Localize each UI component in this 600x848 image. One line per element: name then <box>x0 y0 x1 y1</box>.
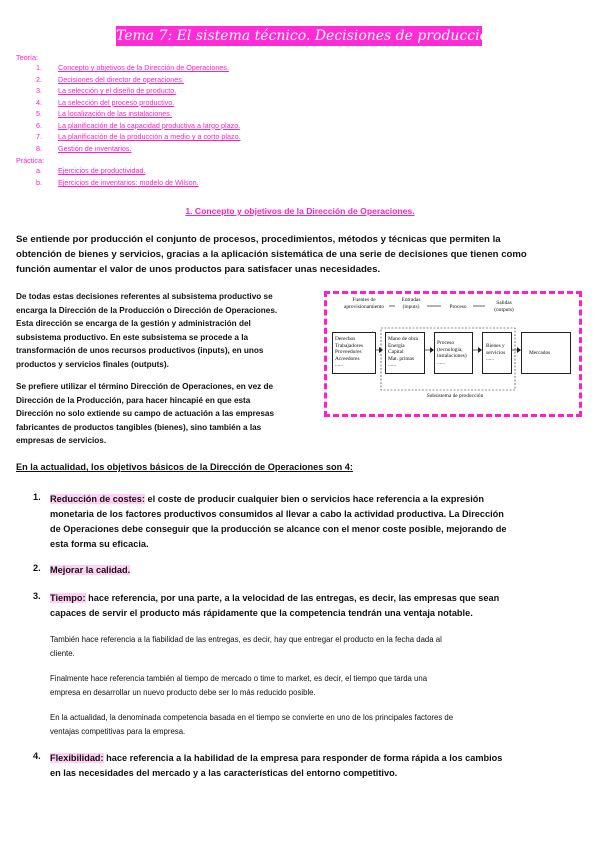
diagram-box-fuentes: Derechos Trabajadores Proveedores Acreedores ...... <box>332 332 376 374</box>
objective-label: Tiempo: <box>50 593 86 603</box>
diagram-box-proceso: Proceso (tecnología, instalaciones) ...... <box>434 332 473 374</box>
diagram-subsistema-label: Subsistema de producción <box>426 393 484 399</box>
intro-paragraph: Se entiende por producción el conjunto de procesos, procedimientos, métodos y técnicas que permiten la obtención de bienes y servicios, gracias a la aplicación sistemática de una serie de decisiones que tienen como función aumentar el valor de unos productos para satisfacer unas necesidades. <box>16 234 527 275</box>
tiempo-detail-time-to-market: Finalmente hace referencia también al tiempo de mercado o time to market, es decir, el tiempo que tarda una empresa en desarrollar un nuevo producto debe ser lo más reducido posible. <box>50 674 428 697</box>
objective-label: Mejorar la calidad. <box>50 565 131 575</box>
section-heading: 1. Concepto y objetivos de la Dirección de Operaciones. <box>185 206 415 216</box>
column-paragraph-1: De todas estas decisiones referentes al subsistema productivo se encarga la Dirección de la Producción o Dirección de Operaciones. Esta dirección se encarga de la gestión y administración del subsistema productivo. En este subsistema se procede a la transformación de unos recursos productivos (inputs), en unos productos y servicios finales (outputs). <box>16 292 278 369</box>
objective-number: 1. <box>33 492 41 502</box>
objectives-heading: En la actualidad, los objetivos básicos de la Dirección de Operaciones son 4: <box>16 462 353 472</box>
tiempo-detail-competencia: En la actualidad, la denominada competencia basada en el tiempo se convierte en uno de los principales factores de ventajas competitivas para la empresa. <box>50 713 454 736</box>
diagram-box-salidas: Bienes y servicios ...... <box>482 332 512 374</box>
teoria-list: 1. Concepto y objetivos de la Dirección de Operaciones. 2. Decisiones del director de operaciones. 3. La selección y el diseño de producto. 4. La selección del proceso productivo. 5. La localización de las instalaciones. 6. La planificación de la capacidad productiva a largo plazo. 7. La planificación de la producción a medio y a corto plazo. 8. Gestión de inventarios. <box>36 63 241 153</box>
diagram-fuentes-label: Fuentes de aprovisionamiento <box>343 297 385 310</box>
objective-number: 2. <box>33 563 41 573</box>
diagram-proceso-label: Proceso <box>449 304 467 310</box>
objective-mejorar-calidad <box>50 563 130 578</box>
objective-label: Flexibilidad: <box>50 753 104 763</box>
page-title: Tema 7: El sistema técnico. Decisiones de producción <box>116 28 498 44</box>
diagram-entradas-label: Entradas (inputs) <box>401 297 421 310</box>
diagram-box-entradas: Mano de obra Energía Capital Mat. primas ...... <box>385 332 425 374</box>
objective-flexibilidad: Flexibilidad: hace referencia a la habilidad de la empresa para responder de forma rápida a los cambios en las necesidades del mercado y a las características del entorno competitivo. <box>50 753 503 778</box>
objective-tiempo: Tiempo: hace referencia, por una parte, a la velocidad de las entregas, es decir, las empresas que sean capaces de servir el producto más rápidamente que la competencia tendrán una ventaja notable. <box>50 593 500 618</box>
objective-reduccion-costes: Reducción de costes: el coste de producir cualquier bien o servicios hace referencia a la expresión monetaria de los factores productivos consumidos al llevar a cabo la actividad productiva. La Dirección de Operaciones debe conseguir que la producción se alcance con el menor coste posible, mejorando de esta forma su eficacia. <box>50 494 507 549</box>
production-subsystem-diagram <box>324 291 582 417</box>
practica-list: a. Ejercicios de productividad. b. Ejercicios de inventarios: modelo de Wilson. <box>36 166 199 187</box>
objective-number: 4. <box>33 751 41 761</box>
column-paragraph-2: Se prefiere utilizar el término Dirección de Operaciones, en vez de Dirección de la Producción, para hacer hincapié en que esta Dirección no solo extiende su campo de actuación a las empresas fabricantes de productos tangibles (bienes), sino también a las empresas de servicios. <box>16 382 274 446</box>
diagram-salidas-label: Salidas (outputs) <box>494 300 514 313</box>
practica-label: Práctica: <box>16 156 44 165</box>
tiempo-detail-fiabilidad: También hace referencia a la fiabilidad de las entregas, es decir, hay que entregar el producto en la fecha dada al cliente. <box>50 635 442 658</box>
objective-label: Reducción de costes: <box>50 494 145 504</box>
diagram-box-mercados: Mercados <box>521 332 571 374</box>
objective-number: 3. <box>33 591 41 601</box>
teoria-label: Teoría: <box>16 53 38 62</box>
